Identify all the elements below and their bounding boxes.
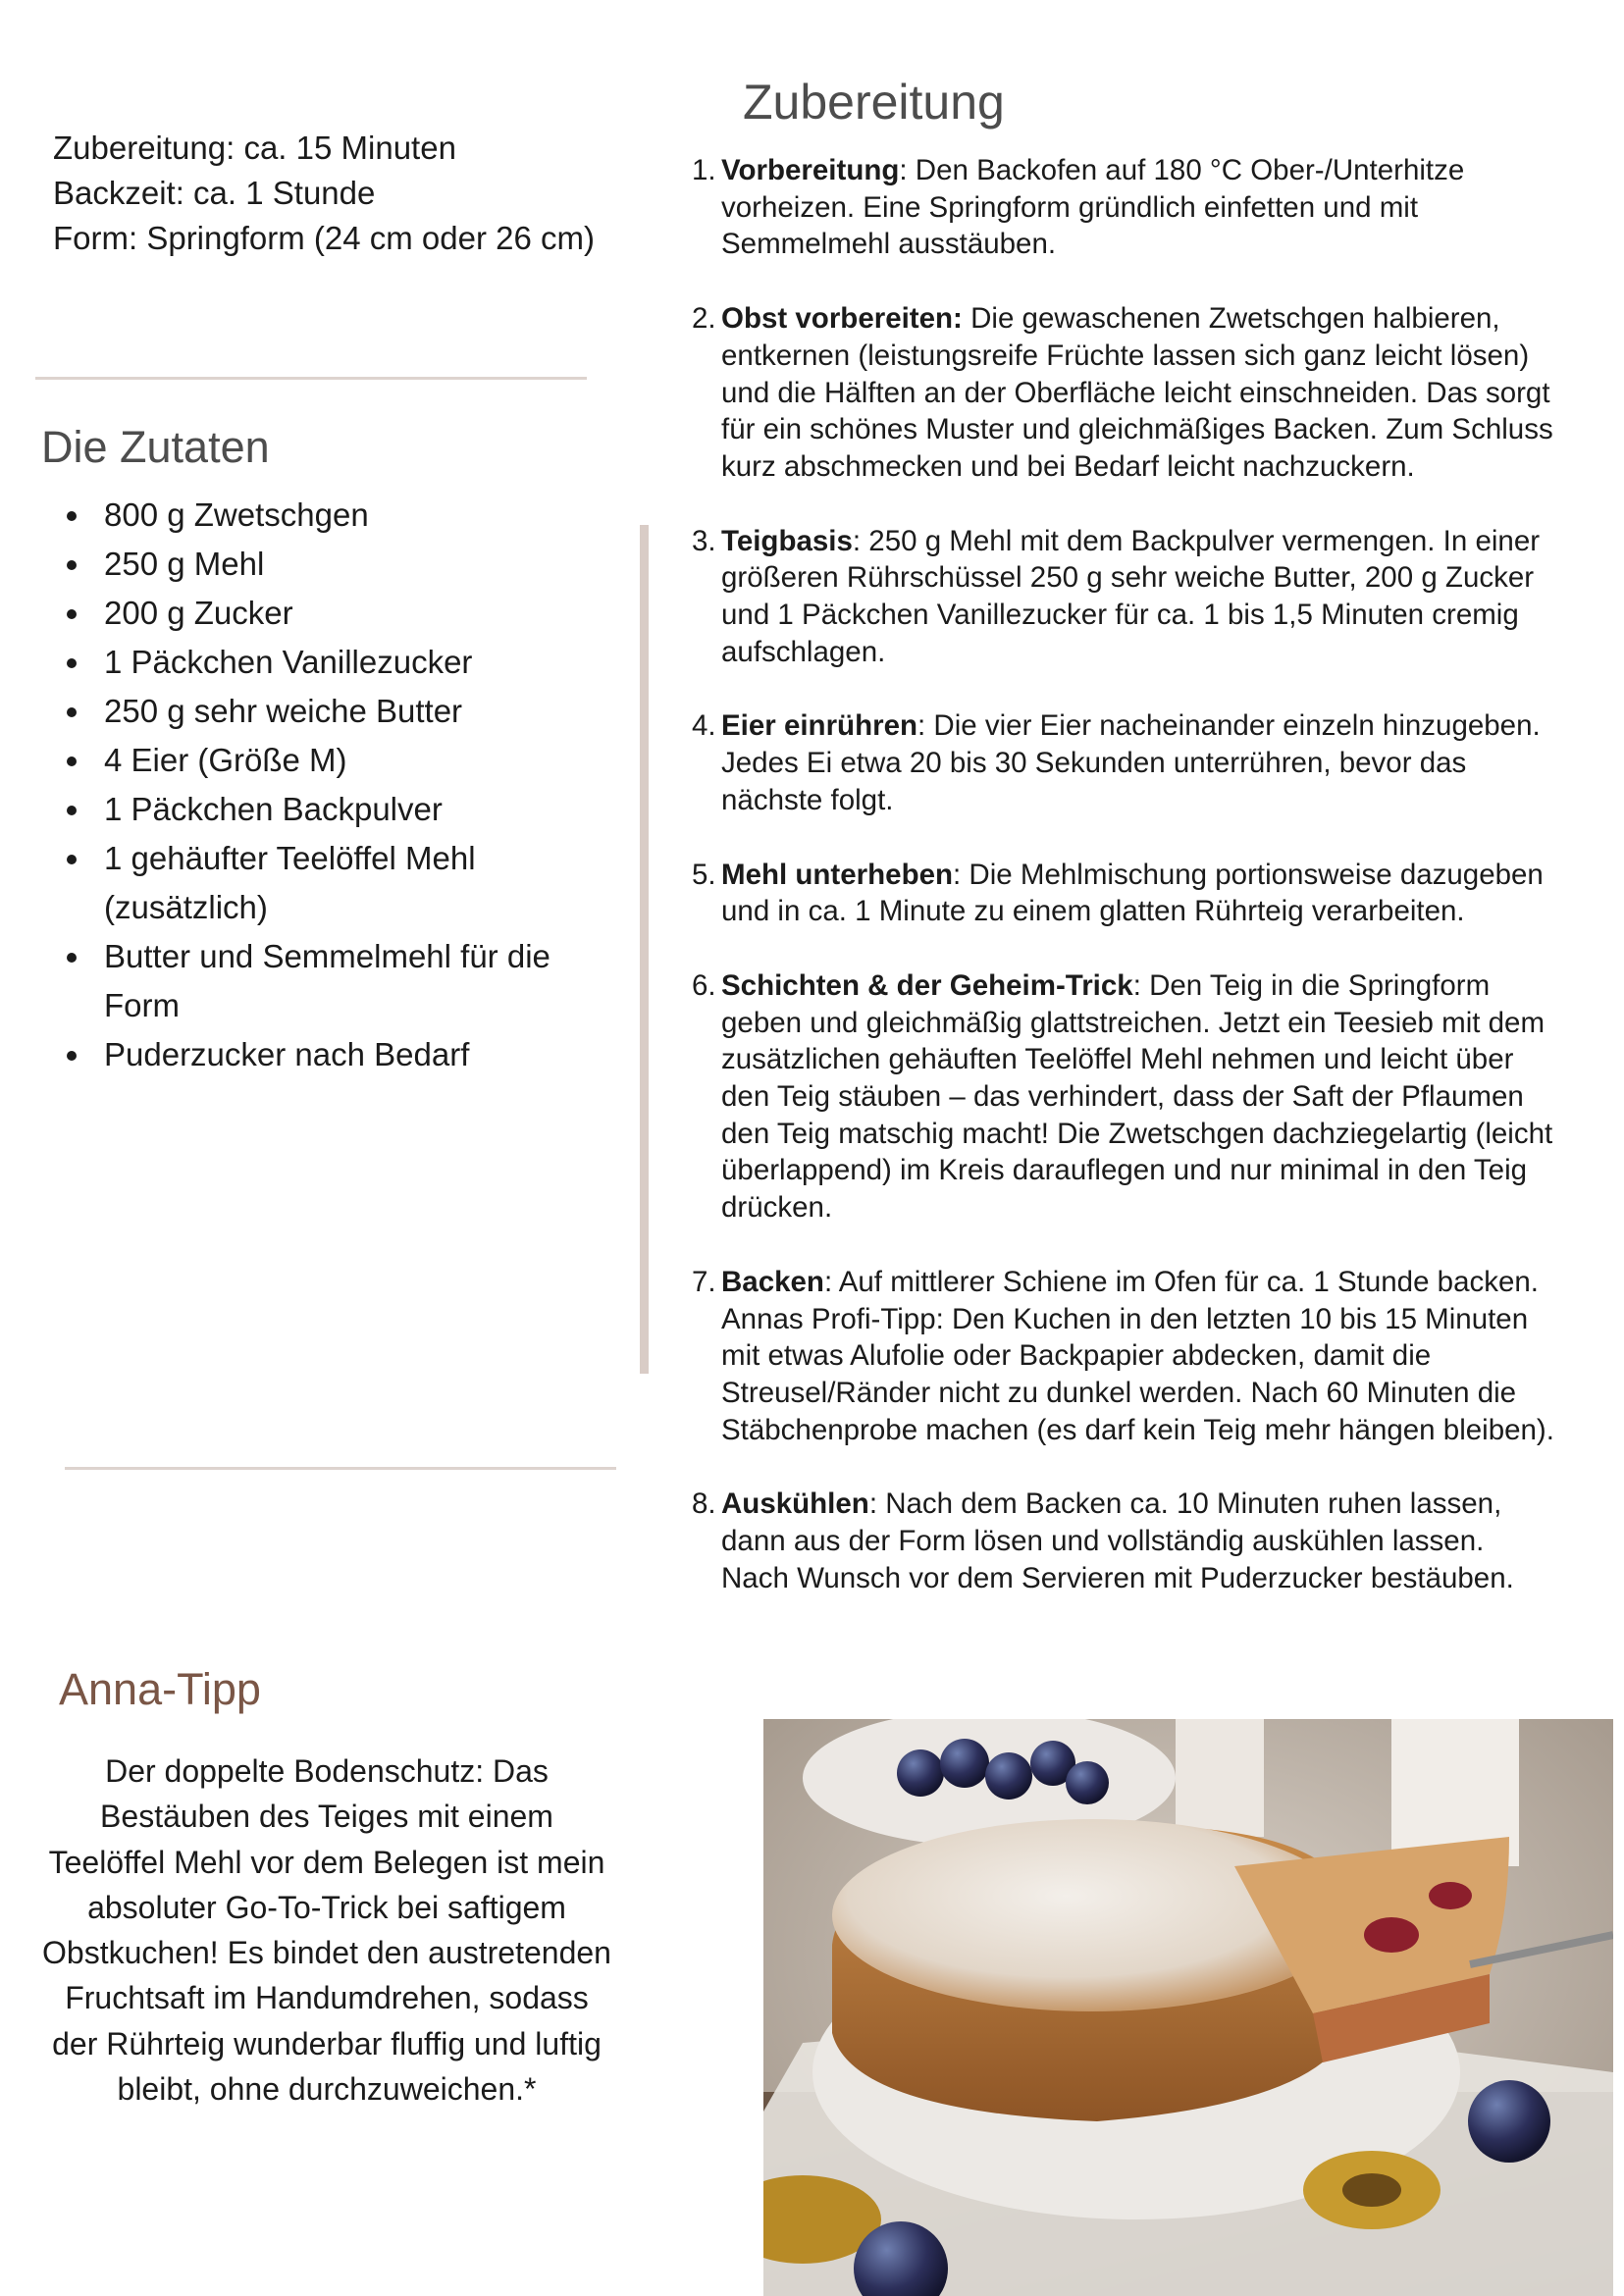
ingredients-list	[59, 491, 628, 1079]
ingredient-item: 250 g Mehl	[59, 540, 628, 589]
prep-time: Zubereitung: ca. 15 Minuten	[53, 130, 456, 166]
step-item	[692, 1486, 1555, 1596]
ingredient-item: 4 Eier (Größe M)	[59, 736, 628, 785]
step-heading: Teigbasis	[721, 524, 853, 557]
plum-cake-photo	[763, 1719, 1613, 2296]
ingredient-item: 800 g Zwetschgen	[59, 491, 628, 540]
step-separator: :	[868, 1487, 878, 1521]
step-item	[692, 707, 1555, 818]
ingredient-item: Puderzucker nach Bedarf	[59, 1030, 628, 1079]
divider	[35, 377, 587, 380]
ingredient-item: Butter und Semmelmehl für die Form	[59, 932, 628, 1030]
plum	[1468, 2080, 1550, 2163]
step-separator: :	[823, 1265, 833, 1298]
plum	[940, 1739, 989, 1788]
step-number: 7.	[692, 1265, 716, 1298]
plum-slice	[1429, 1882, 1472, 1909]
ingredient-item: 1 Päckchen Backpulver	[59, 785, 628, 834]
step-heading: Backen	[721, 1265, 824, 1298]
step-number: 6.	[692, 968, 716, 1002]
step-separator: :	[917, 709, 926, 743]
step-number: 1.	[692, 154, 716, 186]
step-heading: Eier einrühren	[721, 709, 918, 743]
step-item	[692, 967, 1555, 1226]
step-heading: Mehl unterheben	[721, 858, 954, 891]
step-text: Die vier Eier nacheinander einzeln hinzugeben. Jedes Ei etwa 20 bis 30 Sekunden unterrühren, bevor das nächste folgt.	[721, 709, 1541, 816]
step-item	[692, 300, 1555, 486]
plum	[897, 1749, 944, 1797]
divider	[65, 1467, 616, 1470]
step-text: Die Mehlmischung portionsweise dazugeben und in ca. 1 Minute zu einem glatten Rührteig verarbeiten.	[721, 858, 1544, 928]
preparation-title: Zubereitung	[743, 75, 1005, 130]
step-heading: Schichten & der Geheim-Trick	[721, 968, 1133, 1002]
step-item	[692, 523, 1555, 671]
step-text: Auf mittlerer Schiene im Ofen für ca. 1 Stunde backen. Annas Profi-Tipp: Den Kuchen in den letzten 10 bis 15 Minuten mit etwas Alufolie oder Backpapier abdecken, damit die Streusel/Ränder nicht zu dunkel werden. Nach 60 Minuten die Stäbchenprobe machen (es darf kein Teig mehr hängen bleiben).	[721, 1265, 1554, 1446]
ingredient-item: 1 gehäufter Teelöffel Mehl (zusätzlich)	[59, 834, 628, 932]
ingredient-item: 250 g sehr weiche Butter	[59, 687, 628, 736]
step-separator: :	[899, 154, 908, 186]
cake-illustration	[763, 1719, 1613, 2296]
step-text: Die gewaschenen Zwetschgen halbieren, entkernen (leistungsreife Früchte lassen sich ganz leicht lösen) und die Hälften an der Oberfläche leicht einschneiden. Das sorgt für ein schönes Muster und gleichmäßiges Backen. Zum Schluss kurz abschmecken und bei Bedarf leicht nachzuckern.	[721, 302, 1553, 483]
step-heading: Auskühlen	[721, 1487, 869, 1521]
plum	[985, 1752, 1032, 1800]
plum	[1066, 1761, 1109, 1804]
recipe-meta	[53, 126, 595, 261]
mug	[1176, 1719, 1264, 1837]
plum-pit	[1342, 2173, 1401, 2207]
step-text: Den Teig in die Springform geben und gleichmäßig glattstreichen. Jetzt ein Teesieb mit dem zusätzlichen gehäuften Teelöffel Mehl nehmen und leicht über den Teig stäuben – das verhindert, dass der Saft der Pflaumen den Teig matschig macht! Die Zwetschgen dachziegelartig (leicht überlappend) im Kreis darauflegen und nur minimal in den Teig drücken.	[721, 968, 1553, 1225]
step-item	[692, 857, 1555, 930]
step-text: Nach dem Backen ca. 10 Minuten ruhen lassen, dann aus der Form lösen und vollständig auskühlen lassen. Nach Wunsch vor dem Servieren mit Puderzucker bestäuben.	[721, 1487, 1514, 1594]
column-separator	[640, 525, 649, 1374]
step-number: 2.	[692, 302, 716, 336]
step-number: 4.	[692, 709, 716, 743]
tip-text: Der doppelte Bodenschutz: Das Bestäuben des Teiges mit einem Teelöffel Mehl vor dem Belegen ist mein absoluter Go-To-Trick bei saftigem Obstkuchen! Es bindet den austretenden Fruchtsaft im Handumdrehen, sodass der Rührteig wunderbar fluffig und luftig bleibt, ohne durchzuweichen.*	[42, 1753, 611, 2108]
bake-time: Backzeit: ca. 1 Stunde	[53, 175, 376, 211]
step-item	[692, 1264, 1555, 1449]
plum-slice	[1364, 1917, 1419, 1953]
step-text: Den Backofen auf 180 °C Ober-/Unterhitze vorheizen. Eine Springform gründlich einfetten und mit Semmelmehl ausstäuben.	[721, 154, 1465, 261]
step-text: 250 g Mehl mit dem Backpulver vermengen. In einer größeren Rührschüssel 250 g sehr weiche Butter, 200 g Zucker und 1 Päckchen Vanillezucker für ca. 1 bis 1,5 Minuten cremig aufschlagen.	[721, 524, 1541, 668]
step-separator: :	[953, 858, 962, 891]
step-separator: :	[1132, 968, 1141, 1002]
step-number: 8.	[692, 1487, 716, 1521]
ingredient-item: 1 Päckchen Vanillezucker	[59, 638, 628, 687]
preparation-steps	[692, 152, 1555, 1597]
step-number: 3.	[692, 524, 716, 557]
step-heading: Obst vorbereiten:	[721, 302, 963, 336]
step-number: 5.	[692, 858, 716, 891]
form-size: Form: Springform (24 cm oder 26 cm)	[53, 220, 595, 256]
step-item	[692, 152, 1555, 263]
step-heading: Vorbereitung	[721, 154, 900, 186]
tip-title: Anna-Tipp	[59, 1664, 261, 1714]
ingredient-item: 200 g Zucker	[59, 589, 628, 638]
step-separator: :	[852, 524, 862, 557]
ingredients-title: Die Zutaten	[41, 422, 270, 472]
